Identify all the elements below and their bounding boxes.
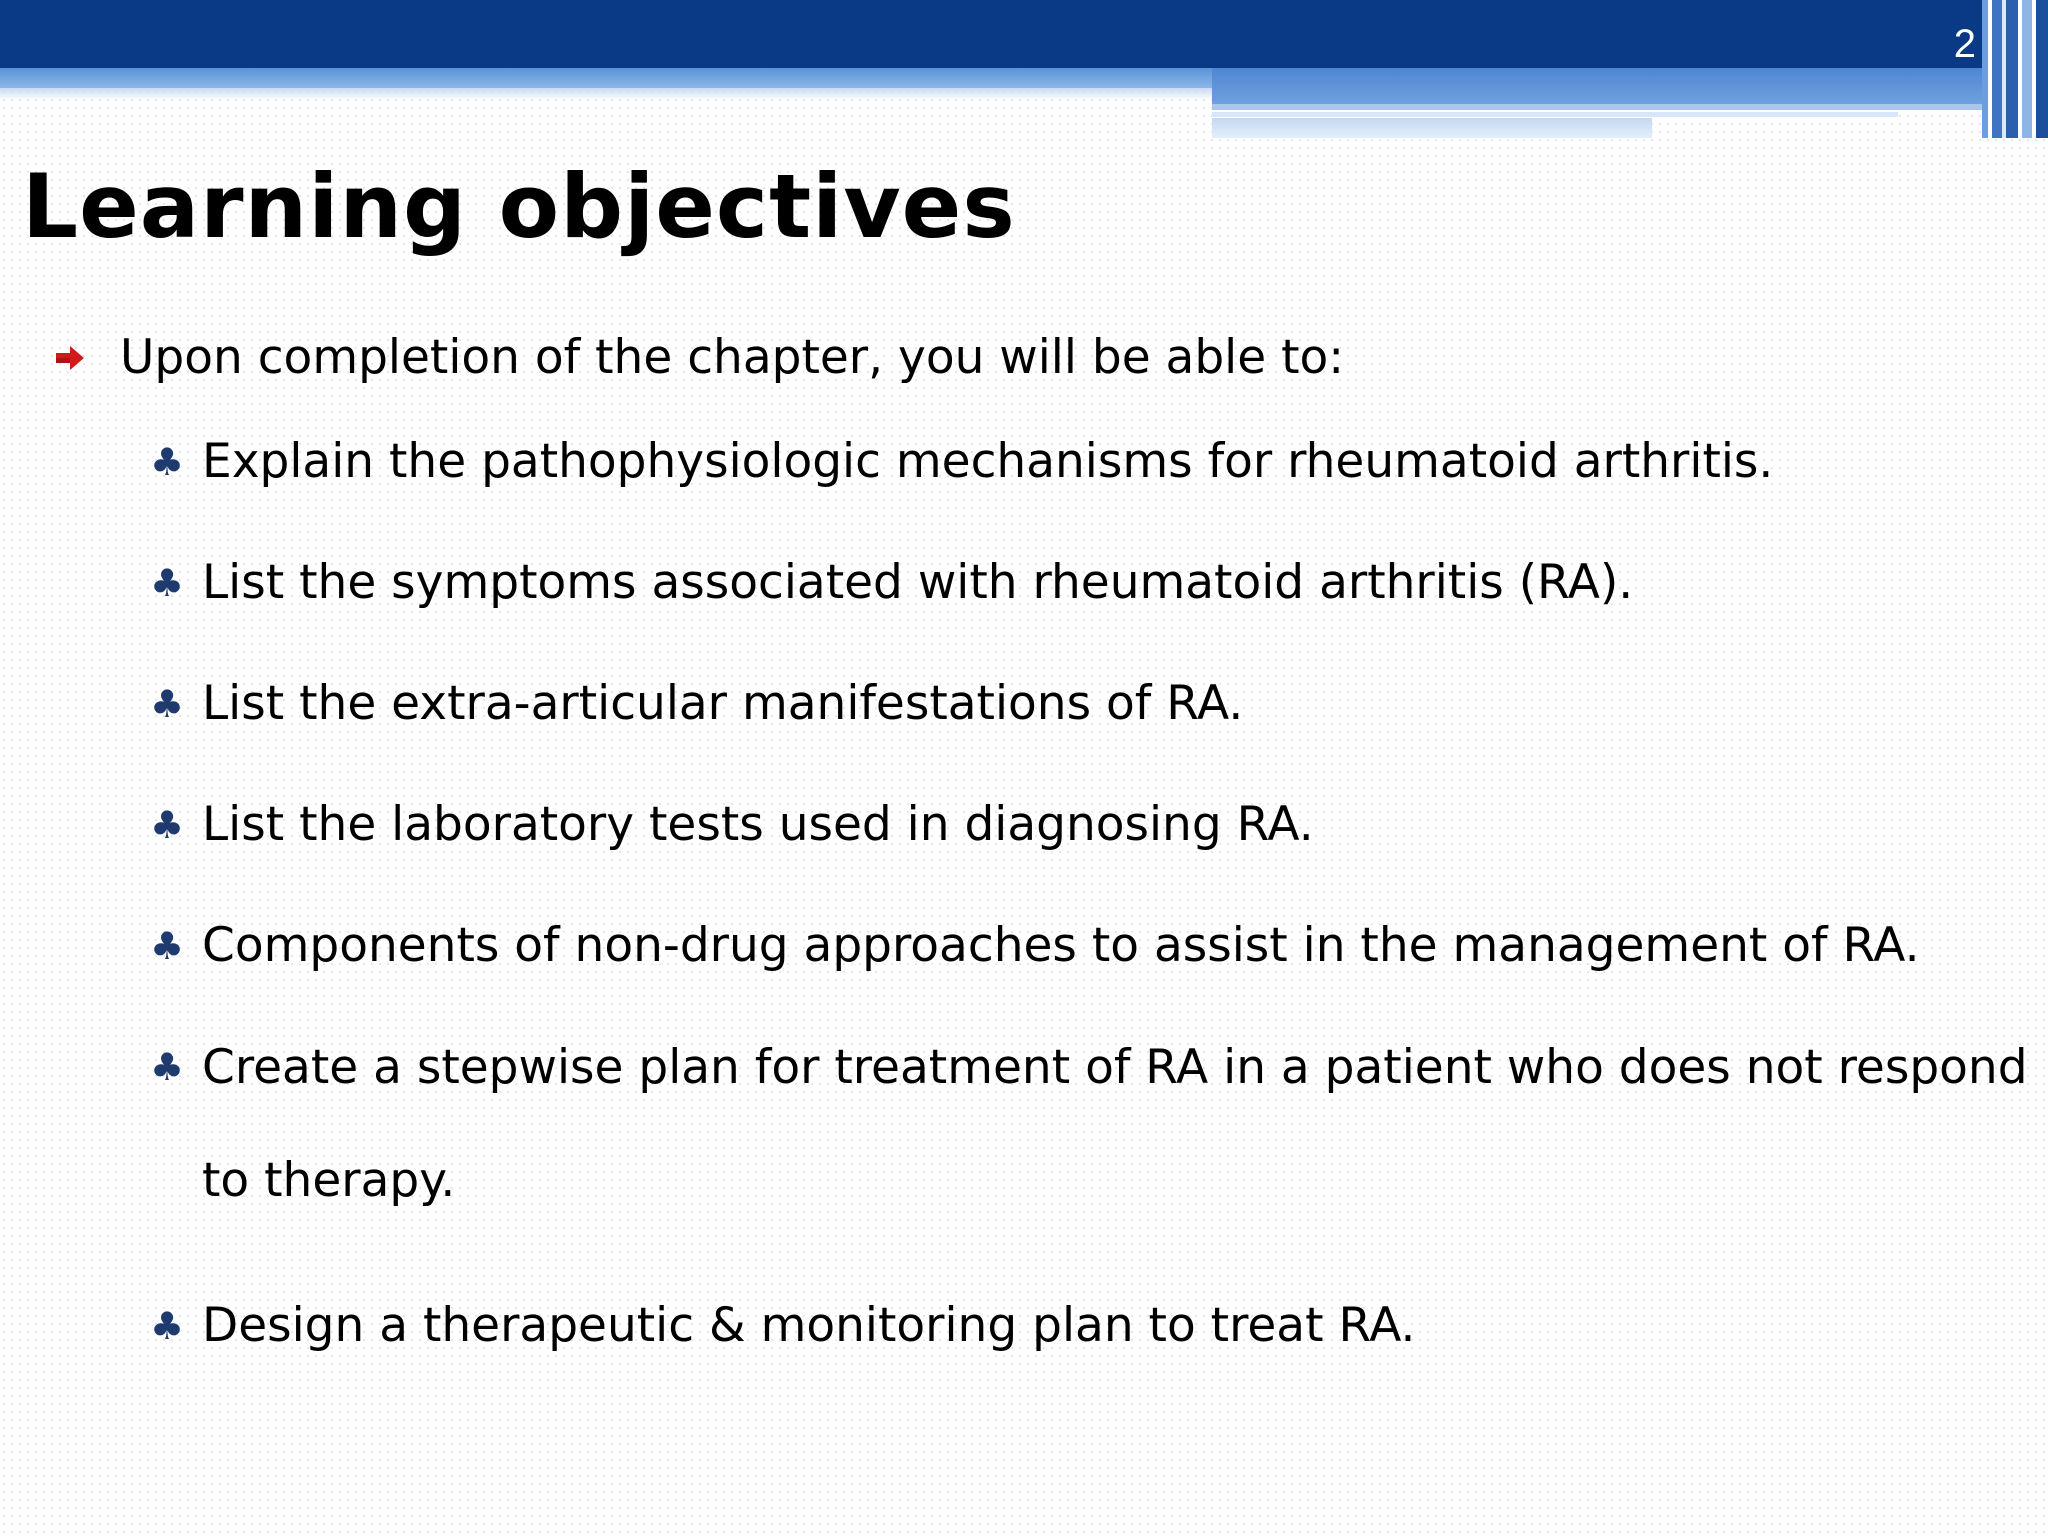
objective-text: Design a therapeutic & monitoring plan to treat RA. bbox=[202, 1298, 1416, 1353]
objective-text: List the symptoms associated with rheumatoid arthritis (RA). bbox=[202, 555, 1634, 610]
intro-bullet bbox=[54, 326, 1344, 390]
club-bullet-icon: ♣ bbox=[150, 440, 185, 484]
list-item bbox=[150, 914, 2030, 978]
header-bar bbox=[0, 0, 2048, 68]
red-arrow-bullet-icon bbox=[54, 344, 86, 372]
header-accent-right-lower bbox=[1212, 118, 1652, 138]
objective-text: List the extra-articular manifestations of RA. bbox=[202, 676, 1244, 731]
club-bullet-icon: ♣ bbox=[150, 561, 185, 605]
slide-title: Learning objectives bbox=[22, 155, 1016, 258]
list-item bbox=[150, 1294, 2030, 1358]
header-accent-left bbox=[0, 68, 1212, 88]
club-bullet-icon: ♣ bbox=[150, 803, 185, 847]
objective-text: List the laboratory tests used in diagnosing RA. bbox=[202, 797, 1314, 852]
objective-text: Explain the pathophysiologic mechanisms for rheumatoid arthritis. bbox=[202, 434, 1774, 489]
list-item bbox=[150, 430, 2030, 494]
slide-number: 2 bbox=[1953, 22, 1976, 66]
header-accent-right-line bbox=[1212, 112, 1898, 117]
list-item bbox=[150, 1035, 2030, 1237]
club-bullet-icon: ♣ bbox=[150, 924, 185, 968]
intro-text: Upon completion of the chapter, you will be able to: bbox=[120, 330, 1345, 385]
list-item bbox=[150, 551, 2030, 615]
club-bullet-icon: ♣ bbox=[150, 1045, 185, 1089]
objective-text: Components of non-drug approaches to assist in the management of RA. bbox=[202, 918, 1920, 973]
club-bullet-icon: ♣ bbox=[150, 682, 185, 726]
objectives-list bbox=[150, 430, 2030, 1415]
header-accent-right bbox=[1212, 68, 1982, 104]
header-accent-right-stripe bbox=[1212, 104, 1982, 110]
list-item bbox=[150, 793, 2030, 857]
list-item bbox=[150, 672, 2030, 736]
objective-text: Create a stepwise plan for treatment of RA in a patient who does not respond to therapy. bbox=[202, 1040, 2028, 1208]
header-accent-left-fade bbox=[0, 88, 1212, 100]
club-bullet-icon: ♣ bbox=[150, 1304, 185, 1348]
header-vertical-stripes bbox=[1982, 0, 2048, 138]
